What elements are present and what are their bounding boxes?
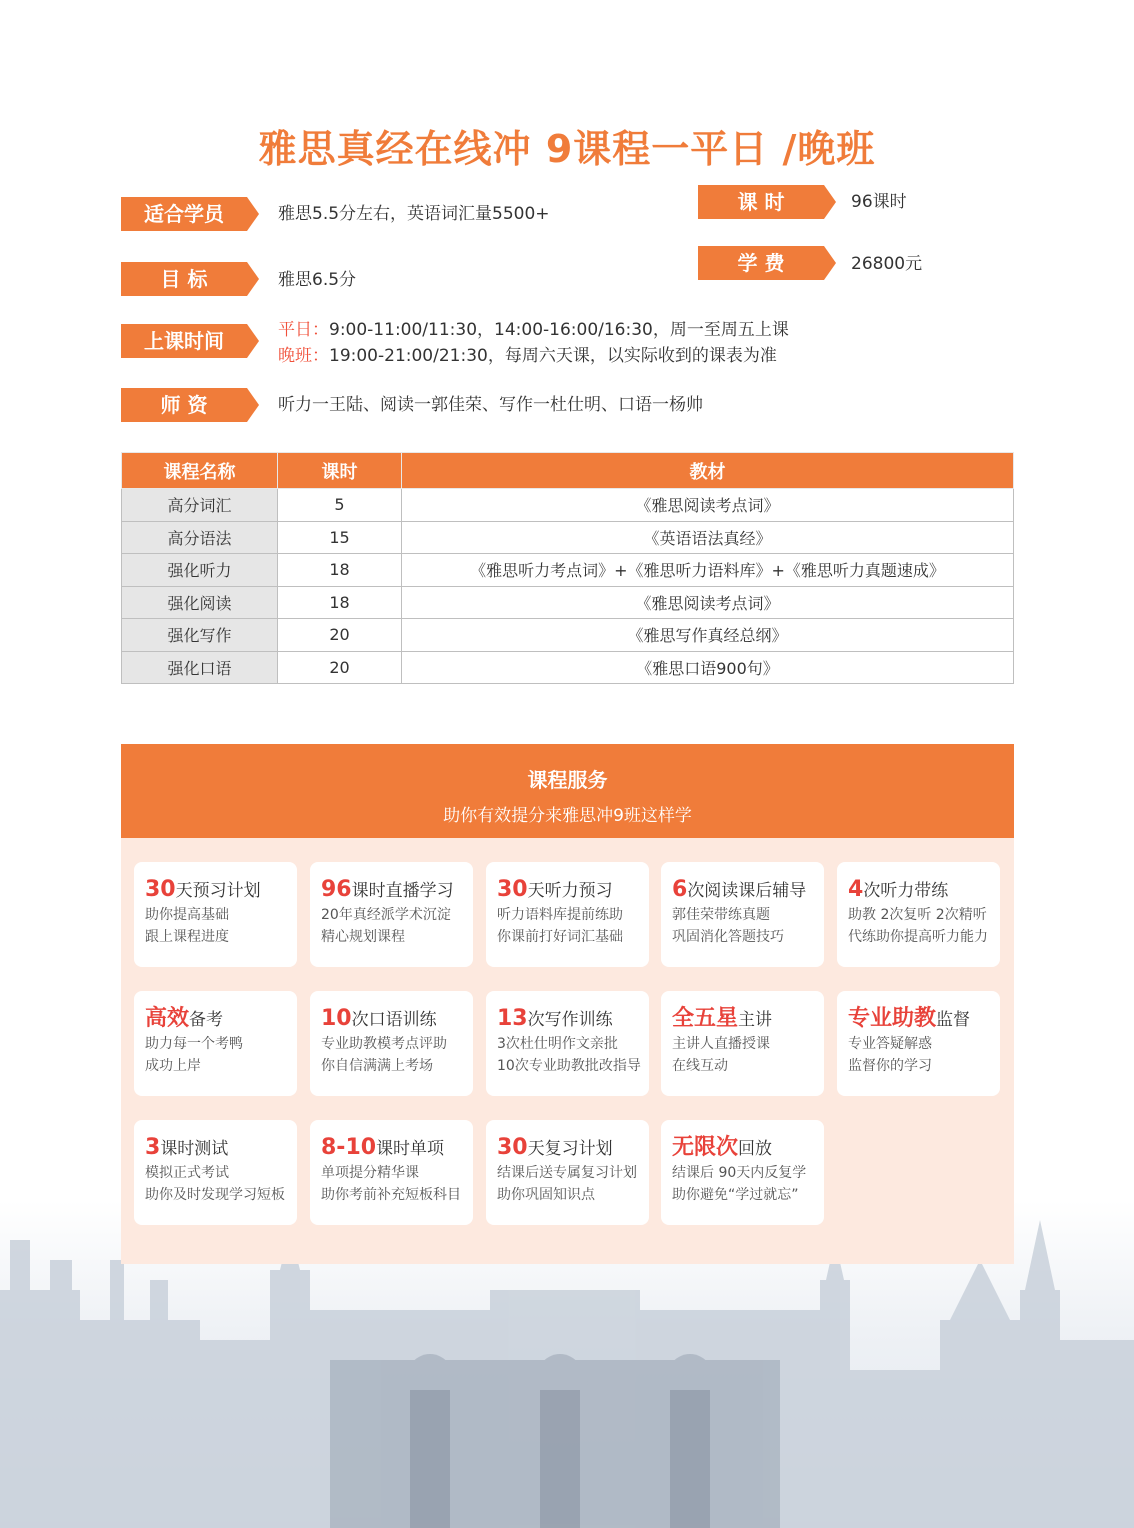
service-card-line: 助你避免“学过就忘” [672, 1187, 799, 1203]
fee-tag: 学 费 [698, 246, 824, 280]
service-card [310, 1120, 473, 1225]
service-card-highlight: 10 [321, 1006, 352, 1031]
service-card [837, 862, 1000, 967]
service-card-highlight: 30 [145, 877, 176, 902]
service-card-highlight: 专业助教 [848, 1006, 937, 1031]
service-card-line: 主讲人直播授课 [672, 1036, 770, 1052]
service-card-title [672, 876, 814, 904]
service-card [486, 1120, 649, 1225]
table-row [122, 619, 1014, 652]
goal-value: 雅思6.5分 [278, 270, 357, 290]
cell-course-name: 强化写作 [122, 619, 278, 652]
service-card [661, 1120, 824, 1225]
service-card-line: 助你巩固知识点 [497, 1187, 595, 1203]
service-card [486, 991, 649, 1096]
service-card-title [497, 876, 639, 904]
service-card-line: 助你考前补充短板科目 [321, 1187, 461, 1203]
service-card [134, 991, 297, 1096]
table-row [122, 521, 1014, 554]
table-row [122, 489, 1014, 522]
service-card-highlight: 无限次 [672, 1135, 739, 1160]
time-evening-prefix: 晚班： [278, 346, 329, 366]
time-tag: 上课时间 [121, 324, 247, 358]
time-weekday [278, 317, 789, 343]
header-textbook: 教材 [402, 453, 1014, 489]
table-header-row [122, 453, 1014, 489]
service-card-highlight: 13 [497, 1006, 528, 1031]
teachers-tag: 师 资 [121, 388, 247, 422]
cell-hours: 15 [278, 521, 402, 554]
cell-textbook: 《雅思写作真经总纲》 [402, 619, 1014, 652]
time-weekday-prefix: 平日： [278, 320, 329, 340]
services-title: 课程服务 [527, 768, 608, 792]
service-card-title [321, 876, 463, 904]
service-card-highlight: 高效 [145, 1006, 190, 1031]
service-card [837, 991, 1000, 1096]
service-card-line: 跟上课程进度 [145, 929, 229, 945]
service-card [310, 862, 473, 967]
service-card [134, 1120, 297, 1225]
cell-hours: 20 [278, 651, 402, 684]
service-card-line: 在线互动 [672, 1058, 728, 1074]
service-card-title-rest: 次阅读课后辅导 [687, 881, 807, 901]
time-weekday-value: 9:00-11:00/11:30，14:00-16:00/16:30，周一至周五上课 [329, 320, 789, 340]
service-card-line: 专业助教模考点评助 [321, 1036, 447, 1052]
service-card-title-rest: 天复习计划 [527, 1139, 613, 1159]
service-card-line: 巩固消化答题技巧 [672, 929, 784, 945]
service-card-title-rest: 天听力预习 [527, 881, 613, 901]
fee-value: 26800元 [851, 254, 923, 274]
time-evening [278, 343, 777, 369]
service-card-title-rest: 次听力带练 [863, 881, 949, 901]
cell-course-name: 强化听力 [122, 554, 278, 587]
table-row [122, 586, 1014, 619]
service-card-title [497, 1134, 639, 1162]
service-card-line: 郭佳荣带练真题 [672, 907, 770, 923]
service-card-title [672, 1005, 814, 1033]
goal-tag: 目 标 [121, 262, 247, 296]
time-evening-value: 19:00-21:00/21:30，每周六天课，以实际收到的课表为准 [329, 346, 777, 366]
service-card-highlight: 30 [497, 877, 528, 902]
service-card [661, 991, 824, 1096]
service-card-title [848, 876, 990, 904]
service-card-line: 监督你的学习 [848, 1058, 932, 1074]
cell-textbook: 《雅思阅读考点词》 [402, 489, 1014, 522]
service-card-title-rest: 次口语训练 [351, 1010, 437, 1030]
cell-course-name: 高分词汇 [122, 489, 278, 522]
service-card [661, 862, 824, 967]
service-card-title [321, 1005, 463, 1033]
service-card-line: 10次专业助教批改指导 [497, 1058, 641, 1074]
course-table [121, 452, 1014, 684]
service-card-line: 专业答疑解惑 [848, 1036, 932, 1052]
service-card-title-rest: 课时单项 [376, 1139, 445, 1159]
service-card-title [848, 1005, 990, 1033]
cell-hours: 20 [278, 619, 402, 652]
service-card-line: 结课后 90天内反复学 [672, 1165, 807, 1181]
service-card-line: 20年真经派学术沉淀 [321, 907, 451, 923]
services-section [121, 744, 1014, 1264]
header-hours: 课时 [278, 453, 402, 489]
cell-textbook: 《雅思口语900句》 [402, 651, 1014, 684]
hours-tag: 课 时 [698, 185, 824, 219]
cell-course-name: 高分语法 [122, 521, 278, 554]
cell-textbook: 《英语语法真经》 [402, 521, 1014, 554]
service-card-highlight: 4 [848, 877, 864, 902]
service-card-line: 助你及时发现学习短板 [145, 1187, 285, 1203]
service-card-line: 助你提高基础 [145, 907, 229, 923]
cell-textbook: 《雅思听力考点词》+《雅思听力语料库》+《雅思听力真题速成》 [402, 554, 1014, 587]
service-card-line: 助力每一个考鸭 [145, 1036, 243, 1052]
service-card-line: 助教 2次复听 2次精听 [848, 907, 987, 923]
students-tag: 适合学员 [121, 197, 247, 231]
service-card-title [145, 1005, 287, 1033]
service-card-line: 你课前打好词汇基础 [497, 929, 623, 945]
service-card-highlight: 30 [497, 1135, 528, 1160]
service-card-title [497, 1005, 639, 1033]
service-card-line: 你自信满满上考场 [321, 1058, 433, 1074]
service-card-title-rest: 主讲 [738, 1010, 773, 1030]
service-card-title-rest: 回放 [738, 1139, 773, 1159]
service-card-line: 精心规划课程 [321, 929, 405, 945]
service-card [134, 862, 297, 967]
service-card-highlight: 6 [672, 877, 688, 902]
cell-course-name: 强化口语 [122, 651, 278, 684]
service-card-line: 3次杜仕明作文亲批 [497, 1036, 618, 1052]
service-card-line: 结课后送专属复习计划 [497, 1165, 637, 1181]
hours-value: 96课时 [851, 192, 907, 212]
cell-hours: 18 [278, 554, 402, 587]
service-card-line: 单项提分精华课 [321, 1165, 419, 1181]
service-card-highlight: 96 [321, 877, 352, 902]
service-card-line: 模拟正式考试 [145, 1165, 229, 1181]
table-row [122, 651, 1014, 684]
cell-hours: 18 [278, 586, 402, 619]
service-card-title [321, 1134, 463, 1162]
service-card-title-rest: 课时测试 [160, 1139, 229, 1159]
service-card [310, 991, 473, 1096]
service-card-title [145, 876, 287, 904]
cell-course-name: 强化阅读 [122, 586, 278, 619]
service-card-highlight: 3 [145, 1135, 161, 1160]
services-header [121, 744, 1014, 838]
service-card-title [672, 1134, 814, 1162]
page-title: 雅思真经在线冲 9课程一平日 /晚班 [258, 127, 876, 171]
header-course-name: 课程名称 [122, 453, 278, 489]
service-card-line: 代练助你提高听力能力 [848, 929, 988, 945]
table-row [122, 554, 1014, 587]
service-card-highlight: 全五星 [672, 1006, 739, 1031]
service-card-title-rest: 备考 [189, 1010, 224, 1030]
service-card-title [145, 1134, 287, 1162]
service-card-title-rest: 课时直播学习 [351, 881, 454, 901]
services-subtitle: 助你有效提分来雅思冲9班这样学 [443, 806, 692, 826]
cell-hours: 5 [278, 489, 402, 522]
service-card-highlight: 8-10 [321, 1135, 377, 1160]
teachers-value: 听力一王陆、阅读一郭佳荣、写作一杜仕明、口语一杨帅 [278, 395, 703, 415]
service-card-line: 听力语料库提前练助 [497, 907, 623, 923]
service-card-title-rest: 天预习计划 [175, 881, 261, 901]
service-card-title-rest: 次写作训练 [527, 1010, 613, 1030]
service-card [486, 862, 649, 967]
service-card-line: 成功上岸 [145, 1058, 201, 1074]
service-card-title-rest: 监督 [936, 1010, 971, 1030]
students-value: 雅思5.5分左右，英语词汇量5500+ [278, 204, 550, 224]
cell-textbook: 《雅思阅读考点词》 [402, 586, 1014, 619]
